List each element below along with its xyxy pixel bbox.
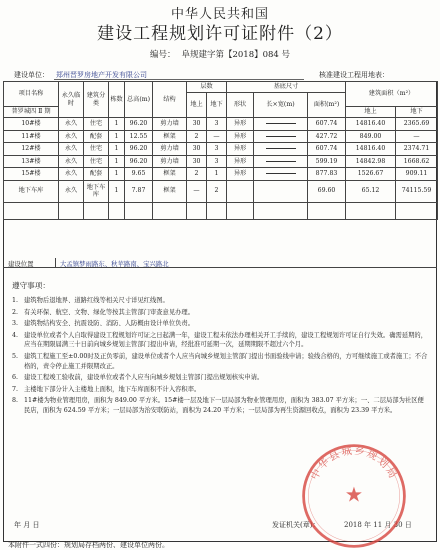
cell-area: 607.74 xyxy=(308,118,346,131)
cell-area-above: 14842.98 xyxy=(346,155,396,168)
cell-floors-below: 3 xyxy=(207,143,227,156)
cell-area-above: 65.12 xyxy=(346,180,396,202)
cell-count: 1 xyxy=(109,118,125,131)
cell-nature: 永久 xyxy=(59,118,84,131)
cell-count: 1 xyxy=(109,168,125,181)
notes-list xyxy=(12,296,430,418)
dash-line xyxy=(266,148,296,149)
note-number: 4. xyxy=(12,331,19,339)
list-item xyxy=(12,352,430,371)
cell-floors-below: 1 xyxy=(207,168,227,181)
svg-text:★: ★ xyxy=(344,482,364,507)
cell-floors-above: 30 xyxy=(187,118,207,131)
note-text: 有关环保、航空、文物、绿化等按其主管部门审查意见办理。 xyxy=(24,308,195,316)
note-number: 1. xyxy=(12,297,19,304)
note-text: 11#楼为物业管理用房，面积为 849.00 平方米。15#楼一层及地下一层局部为物业管理用房，面积为 383.07 平方米；一、二层局部为社区便民店，面积为 624.59 平方米；一层局部为治安联防站，面积为 24.20 平方米；一层局部为再生资源回收点，面积为 23.39 平方米。 xyxy=(24,397,424,414)
cell-area-below: 2365.69 xyxy=(396,118,438,131)
note-number: 5. xyxy=(12,352,19,360)
cell-shape: 异形 xyxy=(227,168,254,181)
dash-line xyxy=(266,161,296,162)
footer-date-blank: 年 月 日 xyxy=(14,521,40,529)
cell-area: 607.74 xyxy=(308,143,346,156)
cell-structure: 框架 xyxy=(153,168,187,181)
table-row xyxy=(4,168,438,181)
dash-line xyxy=(266,136,296,137)
cell-name: 地下车库 xyxy=(4,180,59,202)
cell-category: 住宅 xyxy=(84,118,109,131)
address-value: 大孟镇梦雨路东、秋苹路南、宝兴路北 xyxy=(60,260,169,268)
cell-category: 配套 xyxy=(84,130,109,143)
cell-size xyxy=(254,180,308,202)
cell-name: 11#楼 xyxy=(4,130,59,143)
cell-name: 12#楼 xyxy=(4,143,59,156)
unit-label: 建设单位： xyxy=(14,71,49,79)
header-floors-below: 地下 xyxy=(207,93,227,118)
cell-floors-below: 3 xyxy=(207,118,227,131)
address-label: 建设位置 xyxy=(8,260,34,268)
cell-floors-below: — xyxy=(207,130,227,143)
header-base: 基底尺寸 xyxy=(227,82,346,93)
note-number: 6. xyxy=(12,374,19,382)
list-item xyxy=(12,373,430,383)
cell-count: 1 xyxy=(109,143,125,156)
note-text: 建设工程竣工验收前，建设单位或者个人应当向城乡规划主管部门提出规划核实申请。 xyxy=(24,374,264,382)
cell-floors-above: 30 xyxy=(187,143,207,156)
distribution-note: 本附件一式四份：规划局存档两份、建设单位两份。 xyxy=(8,541,169,549)
note-number: 3. xyxy=(12,320,19,328)
cell-height: 96.20 xyxy=(125,118,153,131)
header-project-name: 项目名称 xyxy=(4,82,59,107)
cell-area-above: 14816.40 xyxy=(346,143,396,156)
header-floors: 层数 xyxy=(187,82,227,93)
serial-label: 编号： xyxy=(149,50,176,60)
country-title: 中华人民共和国 xyxy=(170,7,269,22)
address-divider xyxy=(55,258,56,268)
header-height: 总高(m) xyxy=(125,82,153,118)
table-row xyxy=(4,118,438,131)
cell-height: 12.55 xyxy=(125,130,153,143)
cell-shape: 异形 xyxy=(227,155,254,168)
cell-height: 7.87 xyxy=(125,180,153,202)
cell-name: 15#楼 xyxy=(4,168,59,181)
cell-area-below: 74115.59 xyxy=(396,180,438,202)
header-nature: 永久临时 xyxy=(59,82,84,118)
serial-value: 阜规建字第【2018】084 号 xyxy=(181,50,291,60)
dash-line xyxy=(266,123,296,124)
dash-line xyxy=(266,173,296,174)
cell-structure: 框架 xyxy=(153,180,187,202)
header-shape: 形状 xyxy=(227,93,254,118)
issuer-label: 发证机关(章)： xyxy=(272,521,320,529)
cell-floors-below: 2 xyxy=(207,180,227,202)
header-category: 建筑分类 xyxy=(84,82,109,118)
cell-structure: 剪力墙 xyxy=(153,143,187,156)
cell-area: 69.60 xyxy=(308,180,346,202)
header-area-above: 地上 xyxy=(346,107,396,118)
cell-structure: 剪力墙 xyxy=(153,155,187,168)
cell-name: 10#楼 xyxy=(4,118,59,131)
meta-line xyxy=(14,68,434,80)
cell-floors-above: — xyxy=(187,180,207,202)
header-count: 栋数 xyxy=(109,82,125,118)
list-item xyxy=(12,296,430,306)
unit-underline xyxy=(54,79,304,80)
unit-value: 郑州晋罗房地产开发有限公司 xyxy=(56,71,147,79)
cell-height: 96.20 xyxy=(125,143,153,156)
list-item xyxy=(12,331,430,350)
official-seal-stamp xyxy=(298,440,410,550)
header-area-below: 地下 xyxy=(396,107,438,118)
cell-category: 配套 xyxy=(84,168,109,181)
cell-area-below: 2374.71 xyxy=(396,143,438,156)
cell-size xyxy=(254,143,308,156)
cell-category: 住宅 xyxy=(84,155,109,168)
cell-name: 13#楼 xyxy=(4,155,59,168)
cell-size xyxy=(254,155,308,168)
note-text: 建筑工程施工至±0.00时及正负零前，建设单位或者个人应当向城乡规划主管部门提出书面验线申请；验线合格的，方可继续施工或者施工；不合格的，责令停止施工并限期改正。 xyxy=(24,352,428,370)
cell-nature: 永久 xyxy=(59,180,84,202)
note-number: 7. xyxy=(12,385,19,393)
cell-count: 1 xyxy=(109,130,125,143)
cell-height: 96.20 xyxy=(125,155,153,168)
table-spacer-row xyxy=(4,202,438,219)
cell-category: 地下车库 xyxy=(84,180,109,202)
cell-nature: 永久 xyxy=(59,143,84,156)
cell-floors-above: 2 xyxy=(187,168,207,181)
cell-nature: 永久 xyxy=(59,130,84,143)
cell-shape: 异形 xyxy=(227,118,254,131)
list-item xyxy=(12,385,430,395)
cell-area-below: 909.11 xyxy=(396,168,438,181)
svg-text:中华县城乡规划局: 中华县城乡规划局 xyxy=(308,444,400,482)
table-row xyxy=(4,180,438,202)
cell-nature: 永久 xyxy=(59,155,84,168)
cell-size xyxy=(254,118,308,131)
issue-date: 2018 年 11 月 30 日 xyxy=(344,521,412,529)
cell-area-above: 1526.67 xyxy=(346,168,396,181)
note-text: 建设单位或者个人自取得建设工程规划许可证之日起满一年，建设工程未依法办理相关开工手续的，建设工程规划许可证自行失效。确需延期的，应当在期限届满三十日前向城乡规划主管部门提出申请，经批准可延期一次，延期期限不超过六个月。 xyxy=(24,331,427,349)
document-title: 建设工程规划许可证附件（2） xyxy=(97,24,343,44)
cell-area: 599.19 xyxy=(308,155,346,168)
cell-structure: 框架 xyxy=(153,130,187,143)
cell-structure: 剪力墙 xyxy=(153,118,187,131)
cell-area-below: — xyxy=(396,130,438,143)
notes-title: 遵守事项： xyxy=(12,281,50,290)
header-floors-above: 地上 xyxy=(187,93,207,118)
serial-number xyxy=(0,48,440,60)
cell-size xyxy=(254,168,308,181)
cell-height: 9.65 xyxy=(125,168,153,181)
table-row xyxy=(4,130,438,143)
note-text: 建筑物结构安全、抗震设防、消防、人防概由设计单位负责。 xyxy=(24,320,195,328)
cell-area-above: 14816.40 xyxy=(346,118,396,131)
cell-area: 877.83 xyxy=(308,168,346,181)
right-label: 核准建设工程用地表： xyxy=(319,71,389,79)
cell-category: 住宅 xyxy=(84,143,109,156)
cell-area-above: 849.00 xyxy=(346,130,396,143)
note-number: 8. xyxy=(12,397,19,405)
note-text: 主楼地下部分计入主楼地上面积，地下车库面积不计入容积率。 xyxy=(24,385,201,393)
header-building-area: 建筑面积（m²） xyxy=(346,82,438,107)
building-table xyxy=(3,81,438,220)
cell-count: 1 xyxy=(109,155,125,168)
cell-shape: 异形 xyxy=(227,143,254,156)
cell-floors-above: 2 xyxy=(187,130,207,143)
cell-floors-above: 30 xyxy=(187,155,207,168)
header-structure: 结构 xyxy=(153,82,187,118)
header-size: 长×宽(m) xyxy=(254,93,308,118)
list-item xyxy=(12,308,430,318)
cell-shape xyxy=(227,180,254,202)
table-row xyxy=(4,143,438,156)
cell-area: 427.72 xyxy=(308,130,346,143)
cell-area-below: 1668.62 xyxy=(396,155,438,168)
table-row xyxy=(4,155,438,168)
list-item xyxy=(12,319,430,329)
note-number: 2. xyxy=(12,308,19,316)
cell-floors-below: 3 xyxy=(207,155,227,168)
cell-count: 1 xyxy=(109,180,125,202)
note-text: 建筑物后退地界、道路红线等相关尺寸详见红线图。 xyxy=(24,297,169,304)
cell-size xyxy=(254,130,308,143)
list-item xyxy=(12,396,430,415)
header-area: 面积(m²) xyxy=(308,93,346,118)
cell-nature: 永久 xyxy=(59,168,84,181)
address-row xyxy=(3,258,437,268)
group-label: 普罗城四 Ⅱ 期 xyxy=(4,107,59,118)
cell-shape: 异形 xyxy=(227,130,254,143)
